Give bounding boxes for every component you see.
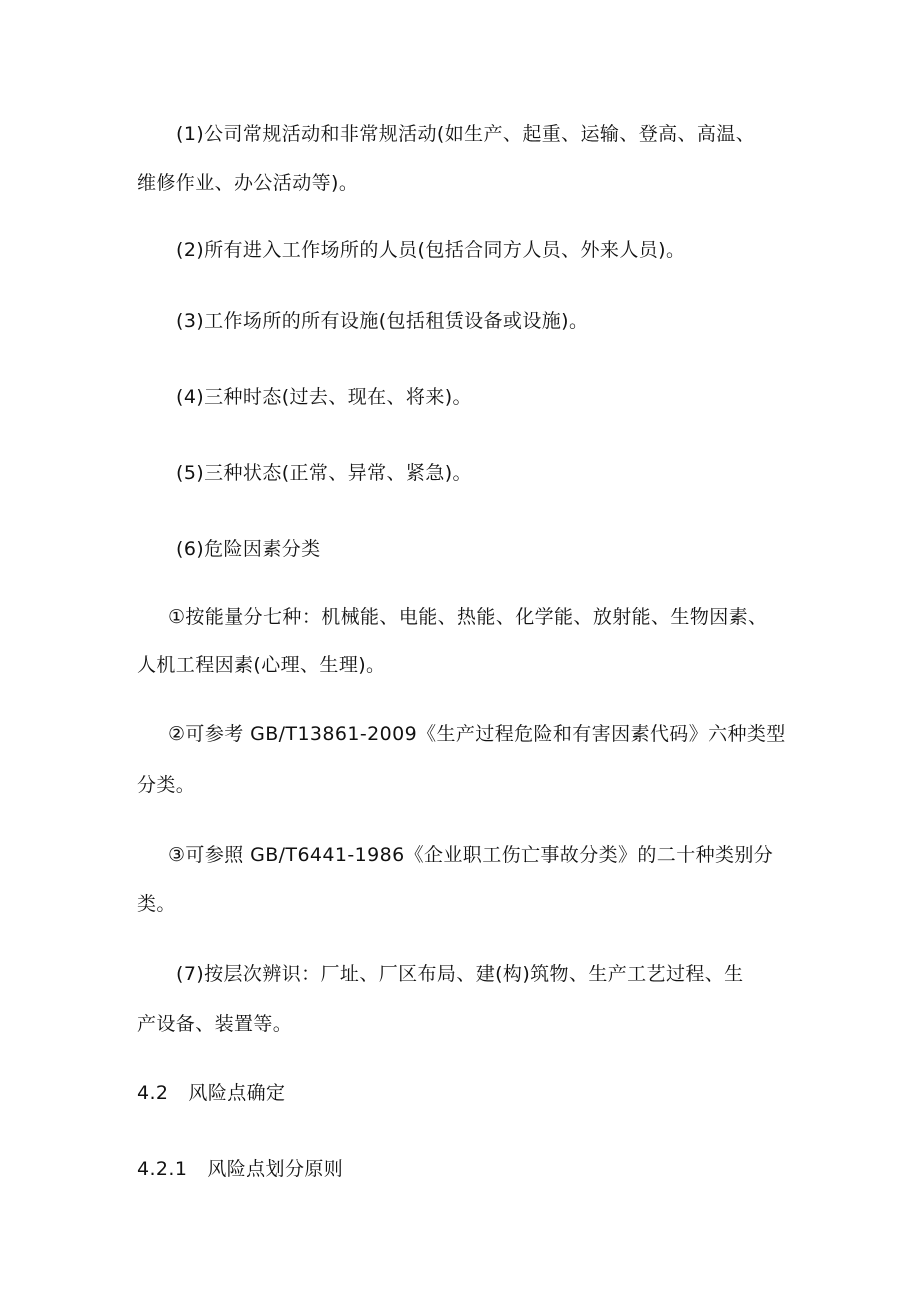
section-title: 风险点确定	[188, 1082, 286, 1104]
item-1-line-2: 维修作业、办公活动等)。	[137, 172, 359, 194]
item-1-line-1: (1)公司常规活动和非常规活动(如生产、起重、运输、登高、高温、	[176, 123, 756, 145]
section-title: 风险点划分原则	[207, 1158, 344, 1180]
item-7-line-1: (7)按层次辨识：厂址、厂区布局、建(构)筑物、生产工艺过程、生	[176, 963, 744, 985]
item-6-1-line-1: ①按能量分七种：机械能、电能、热能、化学能、放射能、生物因素、	[168, 606, 768, 628]
item-3: (3)工作场所的所有设施(包括租赁设备或设施)。	[176, 310, 589, 332]
item-5: (5)三种状态(正常、异常、紧急)。	[176, 462, 472, 484]
item-6-2-line-1: ②可参考 GB/T13861-2009《生产过程危险和有害因素代码》六种类型	[168, 723, 786, 745]
item-4: (4)三种时态(过去、现在、将来)。	[176, 386, 472, 408]
item-7-line-2: 产设备、装置等。	[137, 1013, 293, 1035]
item-6: (6)危险因素分类	[176, 538, 321, 560]
section-heading-4-2	[137, 1081, 285, 1105]
item-6-2-line-2: 分类。	[137, 774, 196, 796]
section-heading-4-2-1	[137, 1157, 343, 1181]
item-6-3-line-1: ③可参照 GB/T6441-1986《企业职工伤亡事故分类》的二十种类别分	[168, 844, 774, 866]
section-number: 4.2	[137, 1082, 169, 1104]
section-number: 4.2.1	[137, 1158, 188, 1180]
item-2: (2)所有进入工作场所的人员(包括合同方人员、外来人员)。	[176, 239, 686, 261]
item-6-1-line-2: 人机工程因素(心理、生理)。	[137, 654, 386, 676]
item-6-3-line-2: 类。	[137, 893, 176, 915]
